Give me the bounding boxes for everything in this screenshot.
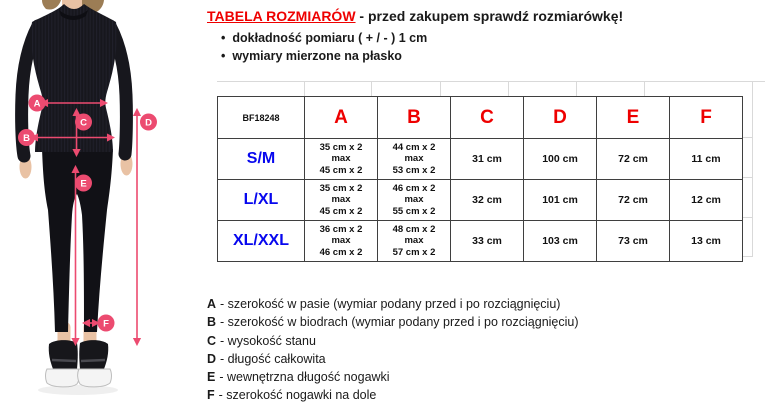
measurement-cell bbox=[305, 221, 378, 262]
measurement-cell: 73 cm bbox=[597, 221, 670, 262]
measurement-cell: 72 cm bbox=[597, 139, 670, 180]
bullet-item bbox=[221, 47, 427, 65]
model-photo bbox=[0, 0, 200, 413]
measure-marker-e bbox=[75, 175, 92, 192]
column-header-a: A bbox=[305, 97, 378, 139]
measurement-value: 48 cm x 2 bbox=[392, 223, 436, 235]
measurement-value: max bbox=[404, 194, 424, 206]
column-header-b: B bbox=[378, 97, 451, 139]
measure-marker-d bbox=[140, 114, 157, 131]
measurement-cell bbox=[305, 180, 378, 221]
legend-letter: B bbox=[207, 315, 217, 330]
measurement-value: 57 cm x 2 bbox=[392, 246, 436, 258]
measurement-value: 53 cm x 2 bbox=[392, 164, 436, 176]
measurement-cell: 33 cm bbox=[451, 221, 524, 262]
measurement-cell: 12 cm bbox=[670, 180, 743, 221]
spreadsheet-gridline bbox=[508, 81, 509, 96]
spreadsheet-gridline bbox=[644, 81, 645, 96]
title-rest: - przed zakupem sprawdź rozmiarówkę! bbox=[355, 8, 624, 24]
legend-letter: E bbox=[207, 370, 216, 385]
spreadsheet-gridline bbox=[371, 81, 372, 96]
table-row-sm bbox=[218, 139, 743, 180]
measurement-value: max bbox=[331, 153, 351, 165]
bullet-item bbox=[221, 29, 427, 47]
product-code: BF18248 bbox=[218, 97, 305, 139]
measurement-value: max bbox=[404, 235, 424, 247]
legend-letter: F bbox=[207, 388, 215, 403]
measurement-cell: 100 cm bbox=[524, 139, 597, 180]
measure-marker-a bbox=[29, 95, 46, 112]
measurement-value: max bbox=[331, 194, 351, 206]
measurement-value: max bbox=[404, 153, 424, 165]
svg-text:F: F bbox=[103, 318, 109, 330]
measurement-value: 46 cm x 2 bbox=[392, 182, 436, 194]
spreadsheet-gridline bbox=[576, 81, 577, 96]
measure-marker-c bbox=[75, 114, 92, 131]
legend-text: - szerokość w pasie (wymiar podany przed i po rozciągnięciu) bbox=[220, 297, 561, 311]
legend-item bbox=[207, 386, 579, 404]
size-table bbox=[217, 96, 743, 262]
measurement-cell bbox=[378, 139, 451, 180]
measurement-cell: 32 cm bbox=[451, 180, 524, 221]
svg-text:E: E bbox=[80, 178, 87, 190]
legend-letter: C bbox=[207, 333, 217, 348]
spreadsheet-gridline bbox=[743, 177, 752, 178]
svg-text:B: B bbox=[23, 132, 30, 144]
legend-item bbox=[207, 332, 579, 350]
measurement-cell: 11 cm bbox=[670, 139, 743, 180]
spreadsheet-gridline bbox=[743, 137, 752, 138]
column-header-e: E bbox=[597, 97, 670, 139]
legend-text: - szerokość nogawki na dole bbox=[218, 388, 377, 403]
measurement-cell: 72 cm bbox=[597, 180, 670, 221]
bullet-list bbox=[221, 29, 427, 65]
measure-marker-f bbox=[98, 315, 115, 332]
table-row-xlxxl bbox=[218, 221, 743, 262]
legend-letter: A bbox=[207, 297, 217, 311]
legend-item bbox=[207, 313, 579, 331]
measurement-value: 55 cm x 2 bbox=[392, 205, 436, 217]
sweater-torso bbox=[31, 4, 117, 152]
size-label: XL/XXL bbox=[218, 221, 305, 262]
size-label: L/XL bbox=[218, 180, 305, 221]
legend-text: - szerokość w biodrach (wymiar podany przed i po rozciągnięciu) bbox=[220, 315, 579, 330]
measurement-value: 46 cm x 2 bbox=[319, 246, 363, 258]
spreadsheet-gridline bbox=[743, 256, 752, 257]
svg-text:A: A bbox=[33, 98, 41, 110]
measurement-value: 45 cm x 2 bbox=[319, 205, 363, 217]
measurement-value: 35 cm x 2 bbox=[319, 182, 363, 194]
sneakers bbox=[46, 340, 112, 387]
legend-letter: D bbox=[207, 351, 217, 366]
measurement-cell bbox=[378, 180, 451, 221]
bullet-text: wymiary mierzone na płasko bbox=[232, 49, 402, 63]
measurement-cell: 31 cm bbox=[451, 139, 524, 180]
legend-text: - długość całkowita bbox=[220, 351, 326, 366]
measurement-value: max bbox=[331, 235, 351, 247]
spreadsheet-gridline bbox=[440, 81, 441, 96]
measurement-cell: 101 cm bbox=[524, 180, 597, 221]
legend-text: - wysokość stanu bbox=[220, 333, 316, 348]
measurement-cell: 103 cm bbox=[524, 221, 597, 262]
legend-text: - wewnętrzna długość nogawki bbox=[219, 370, 390, 385]
spreadsheet-gridline bbox=[304, 81, 305, 96]
page-title bbox=[207, 8, 623, 24]
spreadsheet-gridline bbox=[743, 217, 752, 218]
measurement-value: 35 cm x 2 bbox=[319, 141, 363, 153]
measurement-legend bbox=[207, 295, 579, 405]
spreadsheet-gridline bbox=[217, 81, 765, 82]
table-header-row bbox=[218, 97, 743, 139]
column-header-c: C bbox=[451, 97, 524, 139]
leggings bbox=[42, 149, 113, 332]
size-label: S/M bbox=[218, 139, 305, 180]
bullet-dot-icon bbox=[221, 47, 232, 65]
measurement-value: 45 cm x 2 bbox=[319, 164, 363, 176]
measurement-cell: 13 cm bbox=[670, 221, 743, 262]
measurement-value: 36 cm x 2 bbox=[319, 223, 363, 235]
table-row-lxl bbox=[218, 180, 743, 221]
measurement-cell bbox=[378, 221, 451, 262]
column-header-d: D bbox=[524, 97, 597, 139]
measurement-value: 44 cm x 2 bbox=[392, 141, 436, 153]
svg-text:D: D bbox=[145, 117, 152, 129]
title-accent: TABELA ROZMIARÓW bbox=[207, 8, 356, 24]
model-illustration bbox=[0, 0, 200, 413]
bullet-dot-icon bbox=[221, 29, 232, 47]
measure-marker-b bbox=[18, 129, 35, 146]
spreadsheet-gridline bbox=[752, 81, 753, 257]
legend-item bbox=[207, 350, 579, 368]
column-header-f: F bbox=[670, 97, 743, 139]
floor-shadow bbox=[38, 385, 118, 395]
legend-item bbox=[207, 368, 579, 386]
svg-text:C: C bbox=[80, 117, 87, 129]
bullet-text: dokładność pomiaru ( + / - ) 1 cm bbox=[232, 31, 428, 45]
legend-item bbox=[207, 295, 579, 313]
measurement-cell bbox=[305, 139, 378, 180]
